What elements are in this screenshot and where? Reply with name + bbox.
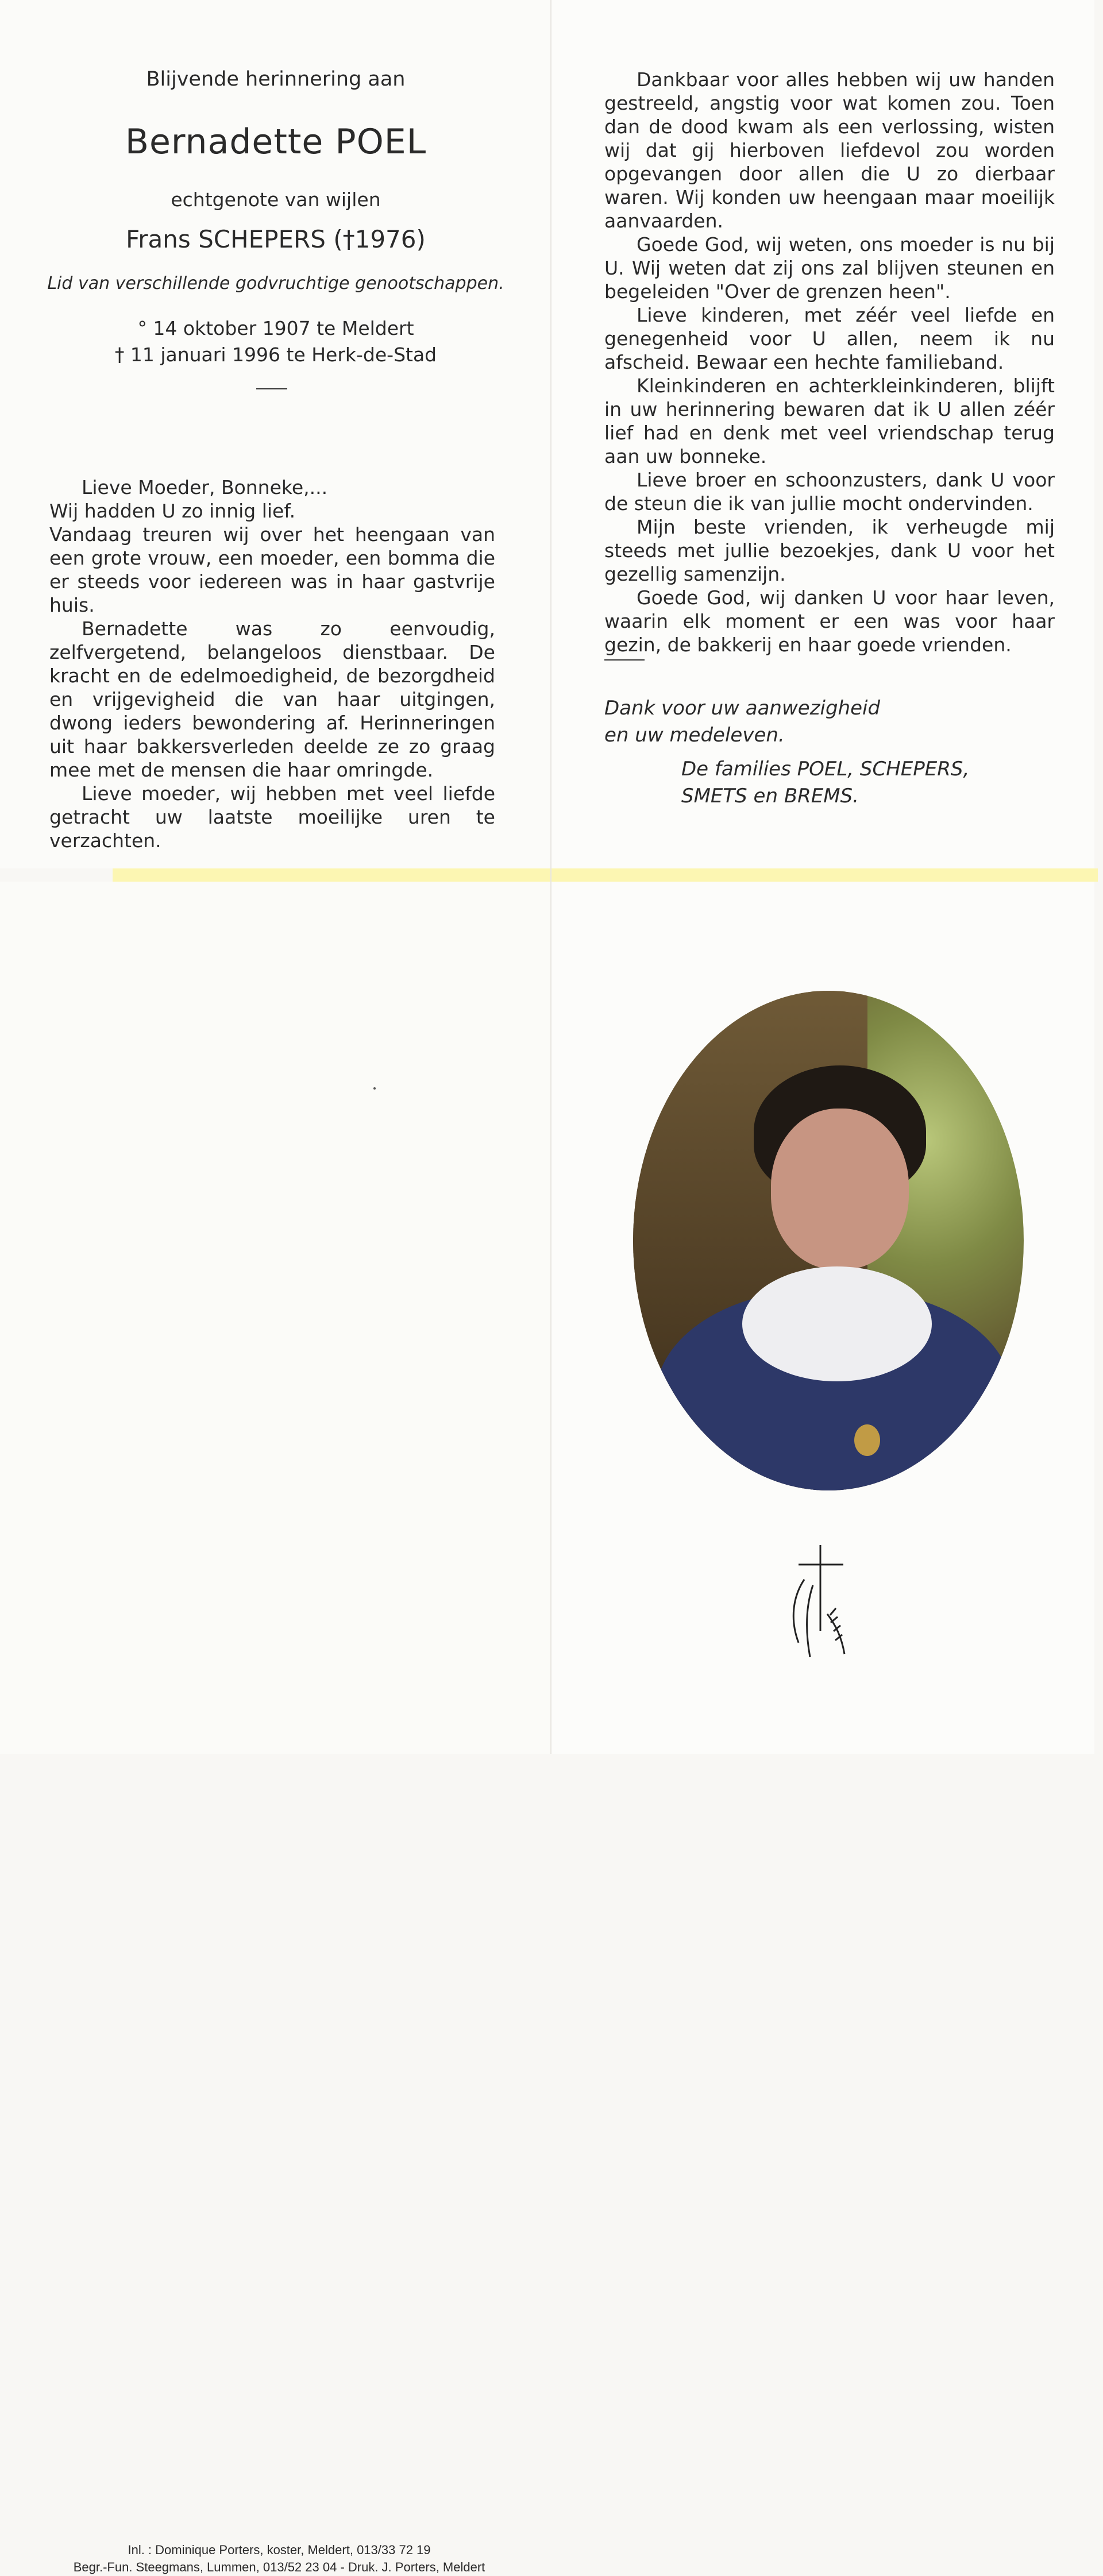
families-block [681, 756, 969, 810]
printer-line: Begr.-Fun. Steegmans, Lummen, 013/52 23 04 - Druk. J. Porters, Meldert [73, 2560, 485, 2574]
thanks-line: en uw medeleven. [604, 724, 785, 747]
spouse-name: Frans SCHEPERS (†1976) [126, 225, 426, 253]
left-prose [49, 476, 495, 852]
printer-line: Inl. : Dominique Porters, koster, Meldert, 013/33 72 19 [128, 2543, 431, 2557]
paragraph: Goede God, wij weten, ons moeder is nu bij U. Wij weten dat zij ons zal blijven steunen en begeleiden "Over de grenzen heen". [604, 233, 1055, 303]
paragraph: Kleinkinderen en achterkleinkinderen, blijft in uw herinnering bewaren dat ik U allen zéér lief had en denk met veel vriendschap terug aan uw bonneke. [604, 374, 1055, 468]
paragraph: Wij hadden U zo innig lief. [49, 500, 296, 522]
cross-wheat-icon [781, 1545, 856, 1660]
memorial-intro: Blijvende herinnering aan [146, 68, 406, 91]
paragraph: Vandaag treuren wij over het heengaan van een grote vrouw, een moeder, een bomma die er steeds voor iedereen was in haar gastvrije huis. [49, 523, 495, 616]
death-line: † 11 januari 1996 te Herk-de-Stad [114, 343, 437, 366]
card-back-panel [0, 882, 552, 2574]
right-prose [604, 68, 1055, 656]
families-line: SMETS en BREMS. [681, 785, 859, 808]
spouse-line: echtgenote van wijlen [171, 188, 381, 211]
divider [256, 388, 287, 389]
paragraph: Dankbaar voor alles hebben wij uw handen gestreeld, angstig voor wat komen zou. Toen dan de dood kwam als een verlossing, wisten wij dat gij hierboven liefdevol zou worden opgevangen door allen die U zo dierbaar waren. Wij konden uw heengaan maar moeilijk aanvaarden. [604, 68, 1055, 232]
membership-note: Lid van verschillende godvruchtige genootschappen. [47, 273, 504, 293]
paragraph: Lieve broer en schoonzusters, dank U voor de steun die ik van jullie mocht ondervinden. [604, 469, 1055, 515]
speck [373, 1087, 376, 1090]
thanks-block [604, 695, 880, 749]
thanks-line: Dank voor uw aanwezigheid [604, 697, 881, 720]
paragraph: Lieve moeder, wij hebben met veel liefde getracht uw laatste moeilijke uren te verzachten. [49, 782, 495, 852]
paragraph: Mijn beste vrienden, ik verheugde mij steeds met jullie bezoekjes, dank U voor het gezellig samenzijn. [604, 516, 1055, 585]
families-line: De families POEL, SCHEPERS, [681, 758, 970, 781]
deceased-name: Bernadette POEL [125, 122, 427, 162]
yellow-edge-strip [113, 868, 1098, 882]
paragraph: Bernadette was zo eenvoudig, zelfvergetend, belangeloos dienstbaar. De kracht en de edelmoedigheid, de bezorgdheid en vrijgevigheid die van haar uitgingen, dwong ieders bewondering af. Herinneringen uit haar bakkersverleden deelde ze zo graag mee met de mensen die haar omringde. [49, 617, 495, 781]
paragraph: Lieve Moeder, Bonneke,... [82, 476, 328, 499]
card-inner-right-panel [552, 0, 1094, 868]
paragraph: Goede God, wij danken U voor haar leven, waarin elk moment er een was voor haar gezin, de bakkerij en haar goede vrienden. [604, 586, 1055, 656]
portrait-photo [633, 991, 1024, 1490]
divider [604, 659, 645, 661]
card-inner-left-panel [0, 0, 552, 868]
paragraph: Lieve kinderen, met zéér veel liefde en genegenheid voor U allen, neem ik nu afscheid. Bewaar een hechte familieband. [604, 304, 1055, 373]
birth-line: ° 14 oktober 1907 te Meldert [137, 317, 414, 339]
fold-line [550, 0, 552, 1754]
printer-credits [49, 2542, 509, 2576]
